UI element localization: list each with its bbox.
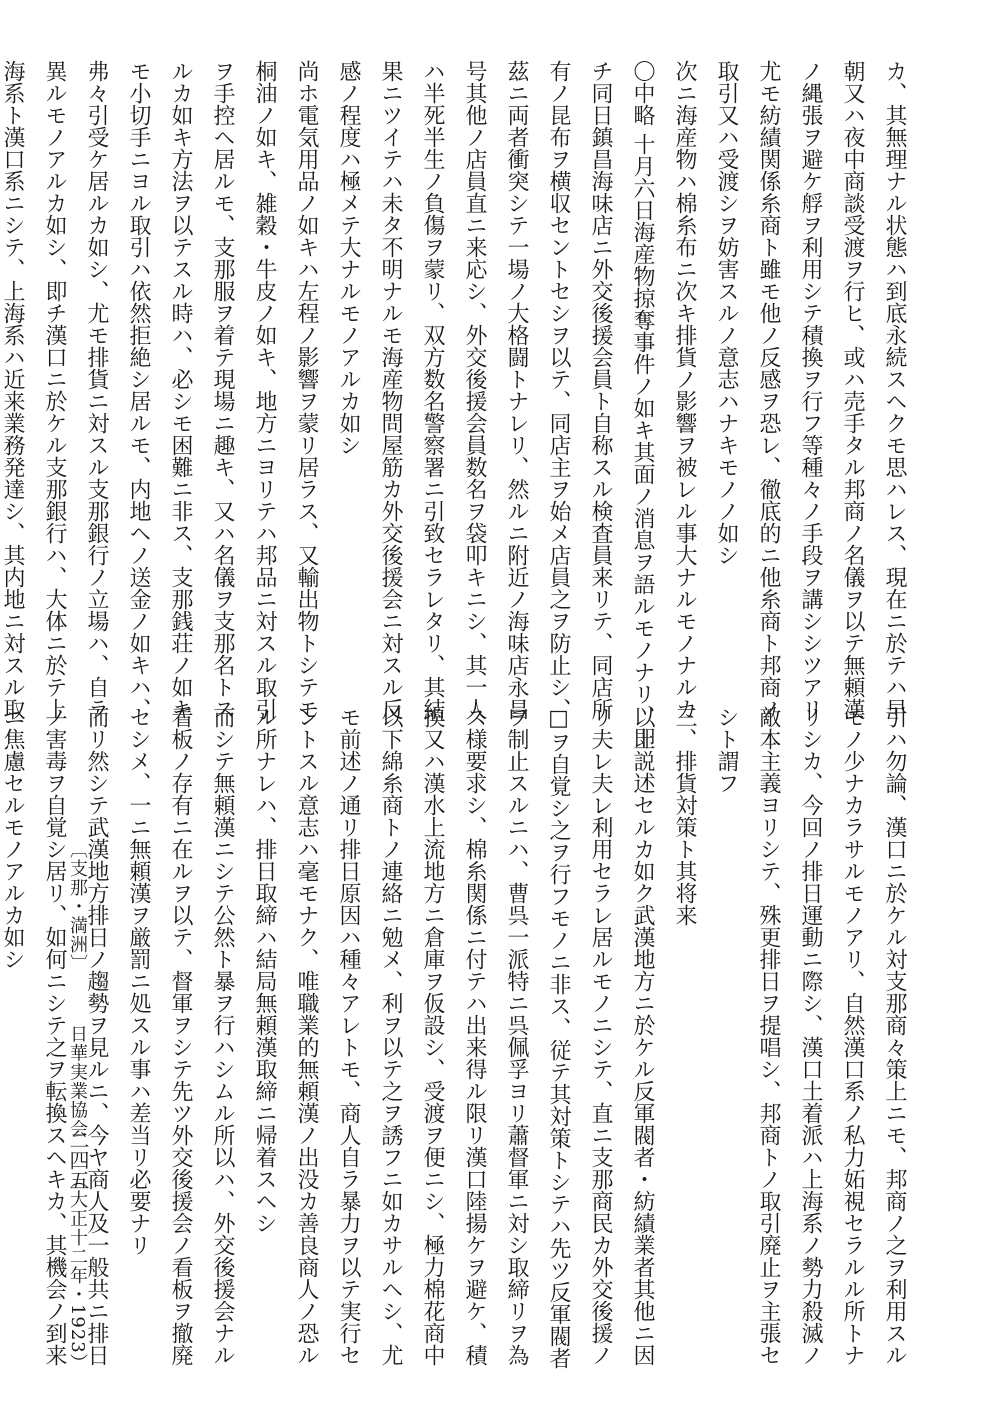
text-line: モノ少ナカラサルモノアリ、自然漢口系ノ私力妬視セラルル所トナ <box>840 706 865 1366</box>
text-line: 弗々引受ケ居ルカ如シ、尤モ排貨ニ対スル支那銀行ノ立場ハ、自ラ <box>84 60 109 720</box>
footer-source: 日華実業協会 <box>67 1024 88 1139</box>
text-line: ニ焦慮セルモノアルカ如シ <box>0 706 25 970</box>
text-line: モ小切手ニヨル取引ハ依然拒絶シ居ルモ、内地ヘノ送金ノ如キハ、 <box>126 60 151 720</box>
text-line: 果ニツイテハ未タ不明ナルモ海産物問屋筋カ外交後援会ニ対スル反 <box>378 60 403 720</box>
footer-region: 〔支那・満洲〕 <box>67 840 88 973</box>
text-line: □ヲ自覚シ之ヲ行フモノニ非ス、従テ其対策トシテハ先ツ反軍閥者 <box>546 706 571 1369</box>
section-heading: 三、排貨対策ト其将来 <box>672 706 697 926</box>
text-line: 次ニ海産物ハ棉糸布ニ次キ排貨ノ影響ヲ被レル事大ナルモノナルカ <box>672 60 697 720</box>
text-line: ノ害毒ヲ自覚シ居リ、如何ニシテ之ヲ転換スヘキカ、其機会ノ到来 <box>42 706 67 1366</box>
text-line: ノ縄張ヲ避ケ艀ヲ利用シテ積換ヲ行フ等種々ノ手段ヲ講シシツアリ <box>798 60 823 720</box>
text-line: 以上説述セルカ如ク武漢地方ニ於ケル反軍閥者・紡績業者其他ニ因 <box>630 706 655 1366</box>
text-line: チ同日鎮昌海味店ニ外交後援会員ト自称スル検査員来リテ、同店所 <box>588 60 613 720</box>
lower-text-block <box>0 706 915 1369</box>
text-line: 尤モ紡績関係糸商ト雖モ他ノ反感ヲ恐レ、徹底的ニ他糸商ト邦商ノ <box>756 60 781 720</box>
text-line: カ、其無理ナル状態ハ到底永続スヘクモ思ハレス、現在ニ於テハ早 <box>882 60 907 720</box>
text-line: 而リ然シテ武漢地方排日ノ趨勢ヲ見ルニ、今ヤ商人及一般共ニ排日 <box>84 706 109 1366</box>
text-line: リ夫レ夫レ利用セラレ居ルモノニシテ、直ニ支那商民カ外交後援ノ <box>588 706 613 1366</box>
text-line: リシカ、今回ノ排日運動ニ際シ、漢口土着派ハ上海系ノ勢力殺滅ノ <box>798 706 823 1366</box>
text-line: 有ノ昆布ヲ横収セントセシヲ以テ、同店主ヲ始メ店員之ヲ防止シ、 <box>546 60 571 720</box>
text-line: 敵本主義ヨリシテ、殊更排日ヲ提唱シ、邦商トノ取引廃止ヲ主張セ <box>756 706 781 1366</box>
text-line: 桐油ノ如キ、雑穀・牛皮ノ如キ、地方ニヨリテハ邦品ニ対スル取引 <box>252 60 277 720</box>
text-line: 茲ニ両者衝突シテ一場ノ大格闘トナレリ、然ルニ附近ノ海味店永昌 <box>504 60 529 720</box>
text-line: ヲ手控ヘ居ルモ、支那服ヲ着テ現場ニ趣キ、又ハ名儀ヲ支那名トス <box>210 60 235 720</box>
text-line: 尚ホ電気用品ノ如キハ左程ノ影響ヲ蒙リ居ラス、又輸出物トシテモ <box>294 60 319 720</box>
text-line: 朝又ハ夜中商談受渡ヲ行ヒ、或ハ売手タル邦商ノ名儀ヲ以テ無頼漢 <box>840 60 865 720</box>
text-line: 取引又ハ受渡シヲ妨害スルノ意志ハナキモノノ如シ <box>714 60 739 566</box>
page-number: 二四五 <box>66 1130 90 1190</box>
text-line: 而シテ無頼漢ニシテ公然ト暴ヲ行ハシムル所以ハ、外交後援会ナル <box>210 706 235 1366</box>
text-line: ハ半死半生ノ負傷ヲ蒙リ、双方数名警察署ニ引致セラレタリ、其結 <box>420 60 445 720</box>
text-line: ス様要求シ、棉糸関係ニ付テハ出来得ル限リ漢口陸揚ケヲ避ケ、積 <box>462 706 487 1366</box>
text-line: 号其他ノ店員直ニ来応シ、外交後援会員数名ヲ袋叩キニシ、其一人 <box>462 60 487 720</box>
text-line: ントスル意志ハ毫モナク、唯職業的無頼漢ノ出没カ善良商人ノ恐ル <box>294 706 319 1366</box>
text-line: 〇中略 十月六日海産物掠奪事件ノ如キ其面ノ消息ヲ語ルモノナリ、即 <box>630 60 655 749</box>
text-line: モ前述ノ通リ排日原因ハ種々アレトモ、商人自ラ暴力ヲ以テ実行セ <box>336 706 361 1366</box>
text-line: ルカ如キ方法ヲ以テスル時ハ、必シモ困難ニ非ス、支那銭荘ノ如キ <box>168 60 193 720</box>
text-line: ヲ制止スルニハ、曹呉一派特ニ呉佩孚ヨリ蕭督軍ニ対シ取締リヲ為 <box>504 706 529 1366</box>
text-line: 異ルモノアルカ如シ、即チ漢口ニ於ケル支那銀行ハ、大体ニ於テ上 <box>42 60 67 720</box>
footer-year: （大正十二年・1923） <box>67 1170 88 1373</box>
footer-citation <box>64 840 90 1373</box>
text-line: 引ハ勿論、漢口ニ於ケル対支那商々策上ニモ、邦商ノ之ヲ利用スル <box>882 706 907 1366</box>
text-line: ル所ナレハ、排日取締ハ結局無頼漢取締ニ帰着スヘシ <box>252 706 277 1234</box>
text-line: セシメ、一ニ無頼漢ヲ厳罰ニ処スル事ハ差当リ必要ナリ <box>126 706 151 1256</box>
text-line: シト謂フ <box>714 706 739 794</box>
text-line: 感ノ程度ハ極メテ大ナルモノアルカ如シ <box>336 60 361 456</box>
text-line: 海系ト漢口系ニシテ、上海系ハ近来業務発達シ、其内地ニ対スル取 <box>0 60 25 720</box>
text-line: 換又ハ漢水上流地方ニ倉庫ヲ仮設シ、受渡ヲ便ニシ、極力棉花商中 <box>420 706 445 1366</box>
text-line: 以下綿糸商トノ連絡ニ勉メ、利ヲ以テ之ヲ誘フニ如カサルヘシ、尤 <box>378 706 403 1366</box>
upper-text-block <box>0 60 915 749</box>
text-line: 看板ノ存有ニ在ルヲ以テ、督軍ヲシテ先ツ外交後援会ノ看板ヲ撤廃 <box>168 706 193 1366</box>
